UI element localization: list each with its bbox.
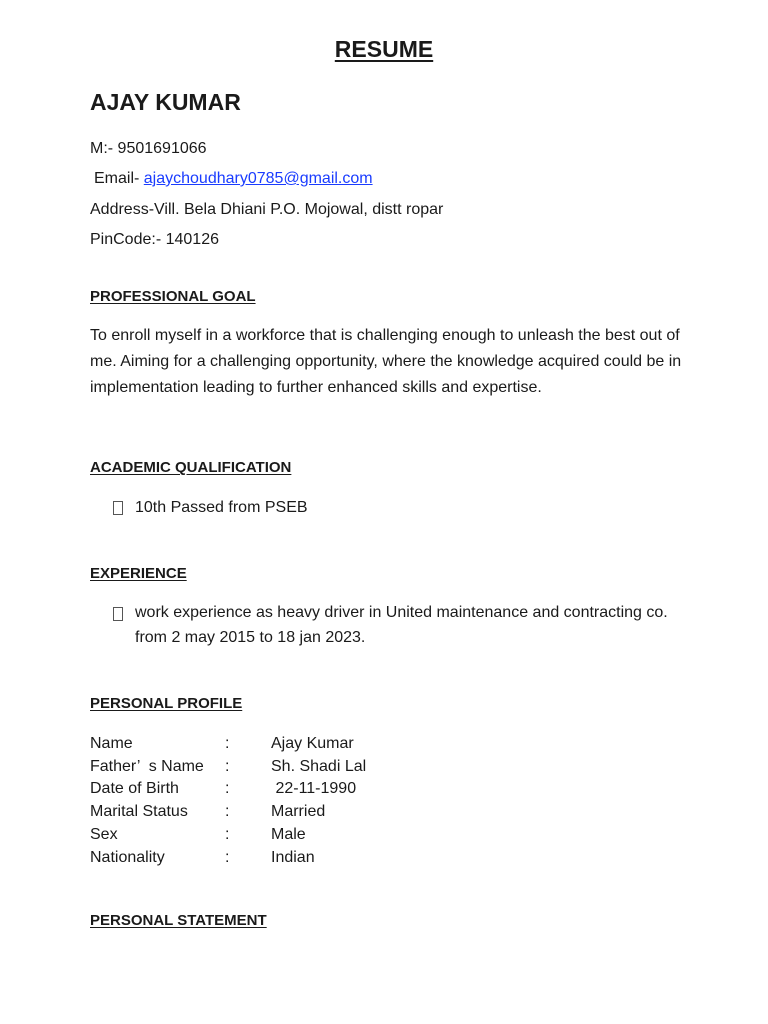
profile-value: Indian xyxy=(271,849,315,866)
profile-row-father xyxy=(90,758,590,780)
pincode: PinCode:- 140126 xyxy=(90,231,219,248)
personal-profile-heading: PERSONAL PROFILE xyxy=(90,695,243,712)
personal-statement-heading: PERSONAL STATEMENT xyxy=(90,912,267,929)
mobile-number: M:- 9501691066 xyxy=(90,140,207,157)
profile-row-nationality xyxy=(90,849,590,871)
academic-heading: ACADEMIC QUALIFICATION xyxy=(90,459,292,476)
academic-item-text: 10th Passed from PSEB xyxy=(135,499,308,516)
bullet-icon xyxy=(113,501,123,515)
profile-value: Ajay Kumar xyxy=(271,735,354,752)
profile-value: 22-11-1990 xyxy=(271,780,357,797)
professional-goal-text: To enroll myself in a workforce that is challenging enough to unleash the best out of me. Aiming for a challenging opportunity, where the knowledge acquired could be in implementation leading to further enhanced skills and expertise. xyxy=(90,327,682,396)
email-link[interactable]: ajaychoudhary0785@gmail.com xyxy=(143,170,373,187)
bullet-icon xyxy=(113,607,123,621)
profile-value: Married xyxy=(271,803,326,820)
profile-label: Nationality xyxy=(90,849,165,866)
applicant-name: AJAY KUMAR xyxy=(90,89,241,115)
profile-value: Male xyxy=(271,826,306,843)
email-line xyxy=(94,170,373,188)
profile-row-dob xyxy=(90,780,590,802)
profile-separator: : xyxy=(225,849,230,866)
profile-separator: : xyxy=(225,735,230,752)
profile-value: Sh. Shadi Lal xyxy=(271,758,367,775)
experience-heading: EXPERIENCE xyxy=(90,565,187,582)
profile-row-sex xyxy=(90,826,590,848)
profile-label: Date of Birth xyxy=(90,780,179,797)
profile-label: Sex xyxy=(90,826,118,843)
experience-item-text: work experience as heavy driver in United maintenance and contracting co. from 2 may 2015 to 18 jan 2023. xyxy=(135,604,668,646)
profile-label: Name xyxy=(90,735,133,752)
profile-row-marital xyxy=(90,803,590,825)
profile-row-name xyxy=(90,735,590,757)
email-label: Email- xyxy=(94,170,144,187)
profile-separator: : xyxy=(225,826,230,843)
address: Address-Vill. Bela Dhiani P.O. Mojowal, distt ropar xyxy=(90,201,444,218)
profile-label: Marital Status xyxy=(90,803,188,820)
profile-label: Father’ s Name xyxy=(90,758,204,775)
profile-separator: : xyxy=(225,758,230,775)
profile-separator: : xyxy=(225,803,230,820)
profile-separator: : xyxy=(225,780,230,797)
professional-goal-heading: PROFESSIONAL GOAL xyxy=(90,288,256,305)
resume-title: RESUME xyxy=(334,36,434,62)
